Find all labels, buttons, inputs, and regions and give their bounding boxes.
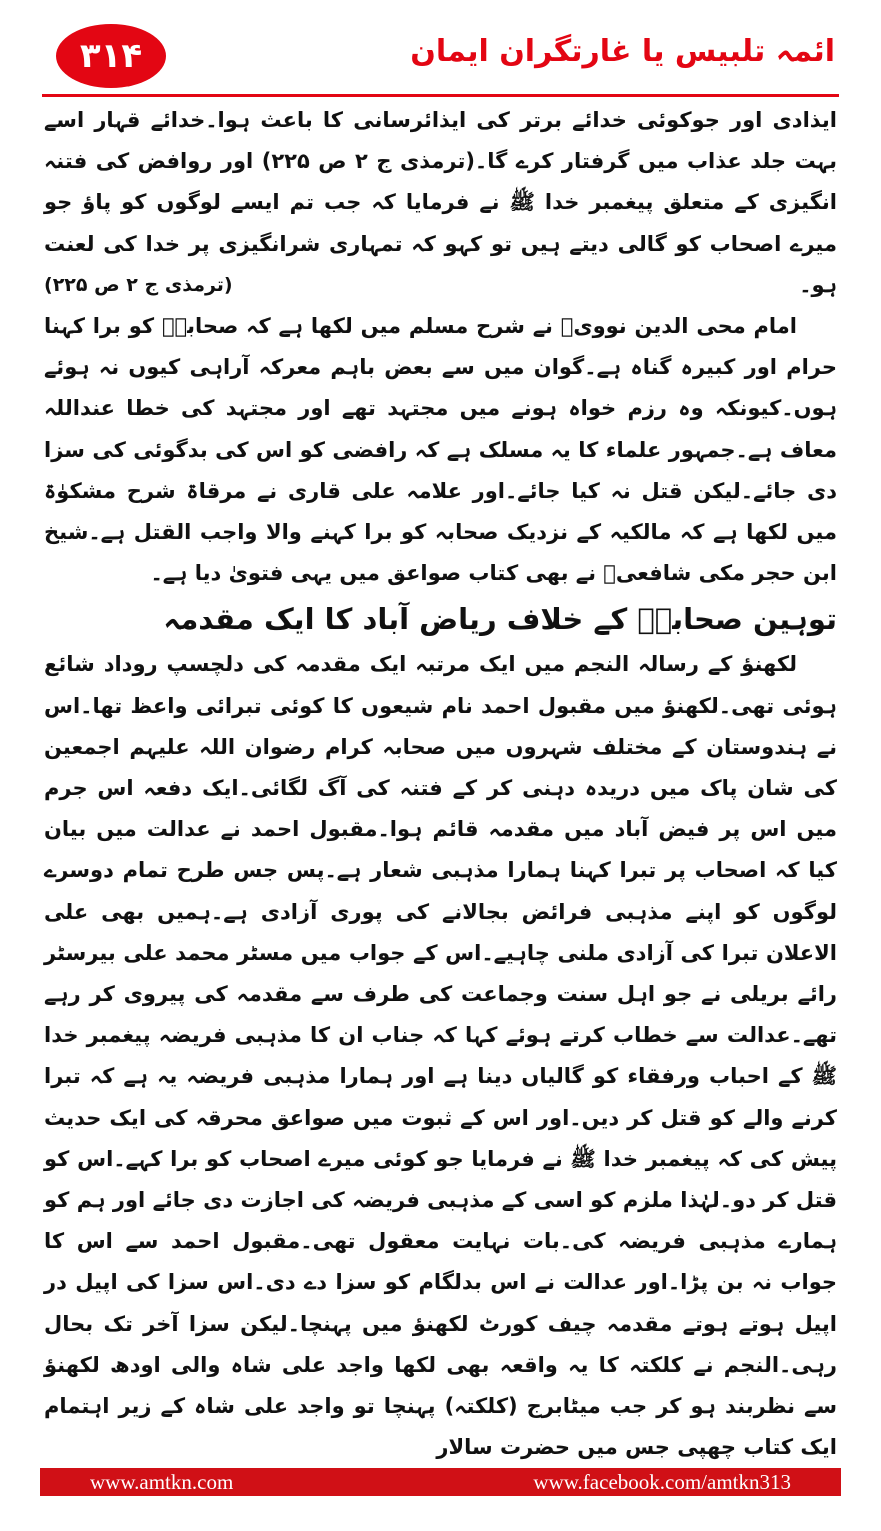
paragraph-1 [44,100,837,306]
page-number-badge: ۳۱۴ [56,24,166,88]
page-body [44,100,837,1460]
page-header [0,0,881,100]
footer-website-link[interactable]: www.amtkn.com [90,1469,234,1494]
footer-facebook-link[interactable]: www.facebook.com/amtkn313 [533,1469,791,1494]
paragraph-2: امام محی الدین نوویؒ نے شرح مسلم میں لکھا ہے کہ صحابہؓ کو برا کہنا حرام اور کبیرہ گناہ ہے۔گوان میں سے بعض باہم معرکہ آراہی کیوں نہ ہوئے ہوں۔کیونکہ وہ رزم خواہ ہونے میں مجتہد تھے اور مجتہد کی خطا عنداللہ معاف ہے۔جمہور علماء کا یہ مسلک ہے کہ رافضی کو اس کی بدگوئی کی سزا دی جائے۔لیکن قتل نہ کیا جائے۔اور علامہ علی قاری نے مرقاۃ شرح مشکوٰۃ میں لکھا ہے کہ مالکیہ کے نزدیک صحابہ کو برا کہنے والا واجب القتل ہے۔شیخ ابن حجر مکی شافعیؒ نے بھی کتاب صواعق میں یہی فتویٰ دیا ہے۔ [44,314,837,586]
header-divider [42,94,839,97]
paragraph-1-text: ایذادی اور جوکوئی خدائے برتر کی ایذائرسانی کا باعث ہوا۔خدائے قہار اسے بہت جلد عذاب میں گرفتار کرے گا۔(ترمذی ج ۲ ص ۲۲۵) اور روافض کی فتنہ انگیزی کے متعلق پیغمبر خدا ﷺ نے فرمایا کہ جب تم ایسے لوگوں کو پاؤ جو میرے اصحاب کو گالی دیتے ہیں تو کہو کہ تمہاری شرانگیزی پر خدا کی لعنت ہو۔ [44,108,837,297]
paragraph-3: لکھنؤ کے رسالہ النجم میں ایک مرتبہ ایک مقدمہ کی دلچسپ روداد شائع ہوئی تھی۔لکھنؤ میں مقبول احمد نام شیعوں کا کوئی تبرائی واعظ تھا۔اس نے ہندوستان کے مختلف شہروں میں صحابہ کرام رضوان اللہ علیہم اجمعین کی شان پاک میں دریدہ دہنی کر کے فتنہ کی آگ لگائی۔ایک دفعہ اس جرم میں اس پر فیض آباد میں مقدمہ قائم ہوا۔مقبول احمد نے عدالت میں بیان کیا کہ اصحاب پر تبرا کہنا ہمارا مذہبی شعار ہے۔پس جس طرح تمام دوسرے لوگوں کو اپنے مذہبی فرائض بجالانے کی پوری آزادی ہے۔ہمیں بھی علی الاعلان تبرا کی آزادی ملنی چاہیے۔اس کے جواب میں مسٹر محمد علی بیرسٹر رائے بریلی نے جو اہل سنت وجماعت کی طرف سے مقدمہ کی پیروی کر رہے تھے۔عدالت سے خطاب کرتے ہوئے کہا کہ جناب ان کا مذہبی فریضہ پیغمبر خدا ﷺ کے احباب ورفقاء کو گالیاں دینا ہے اور ہمارا مذہبی فریضہ یہ ہے کہ تبرا کرنے والے کو قتل کر دیں۔اور اس کے ثبوت میں صواعق محرقہ کی ایک حدیث پیش کی کہ پیغمبر خدا ﷺ نے فرمایا جو کوئی میرے اصحاب کو برا کہے۔اس کو قتل کر دو۔لہٰذا ملزم کو اسی کے مذہبی فریضہ کی اجازت دی جائے اور ہم کو ہمارے مذہبی فریضہ کی۔بات نہایت معقول تھی۔مقبول احمد سے اس کا جواب نہ بن پڑا۔اور عدالت نے اس بدلگام کو سزا دے دی۔اس سزا کی اپیل در اپیل ہوتے ہوتے مقدمہ چیف کورٹ لکھنؤ میں پہنچا۔لیکن سزا آخر تک بحال رہی۔النجم نے کلکتہ کا یہ واقعہ بھی لکھا واجد علی شاہ والی اودھ لکھنؤ سے نظربند ہو کر جب میٹابرج (کلکتہ) پہنچا تو واجد علی شاہ کے زیر اہتمام ایک کتاب چھپی جس میں حضرت سالار [44,652,837,1460]
tirmidhi-citation: (ترمذی ج ۲ ص ۲۲۵) [44,273,233,296]
section-heading: توہین صحابہؓ کے خلاف ریاض آباد کا ایک مقدمہ [163,602,837,637]
footer-bar [40,1468,841,1496]
book-title: ائمہ تلبیس یا غارتگران ایمان [410,34,835,69]
